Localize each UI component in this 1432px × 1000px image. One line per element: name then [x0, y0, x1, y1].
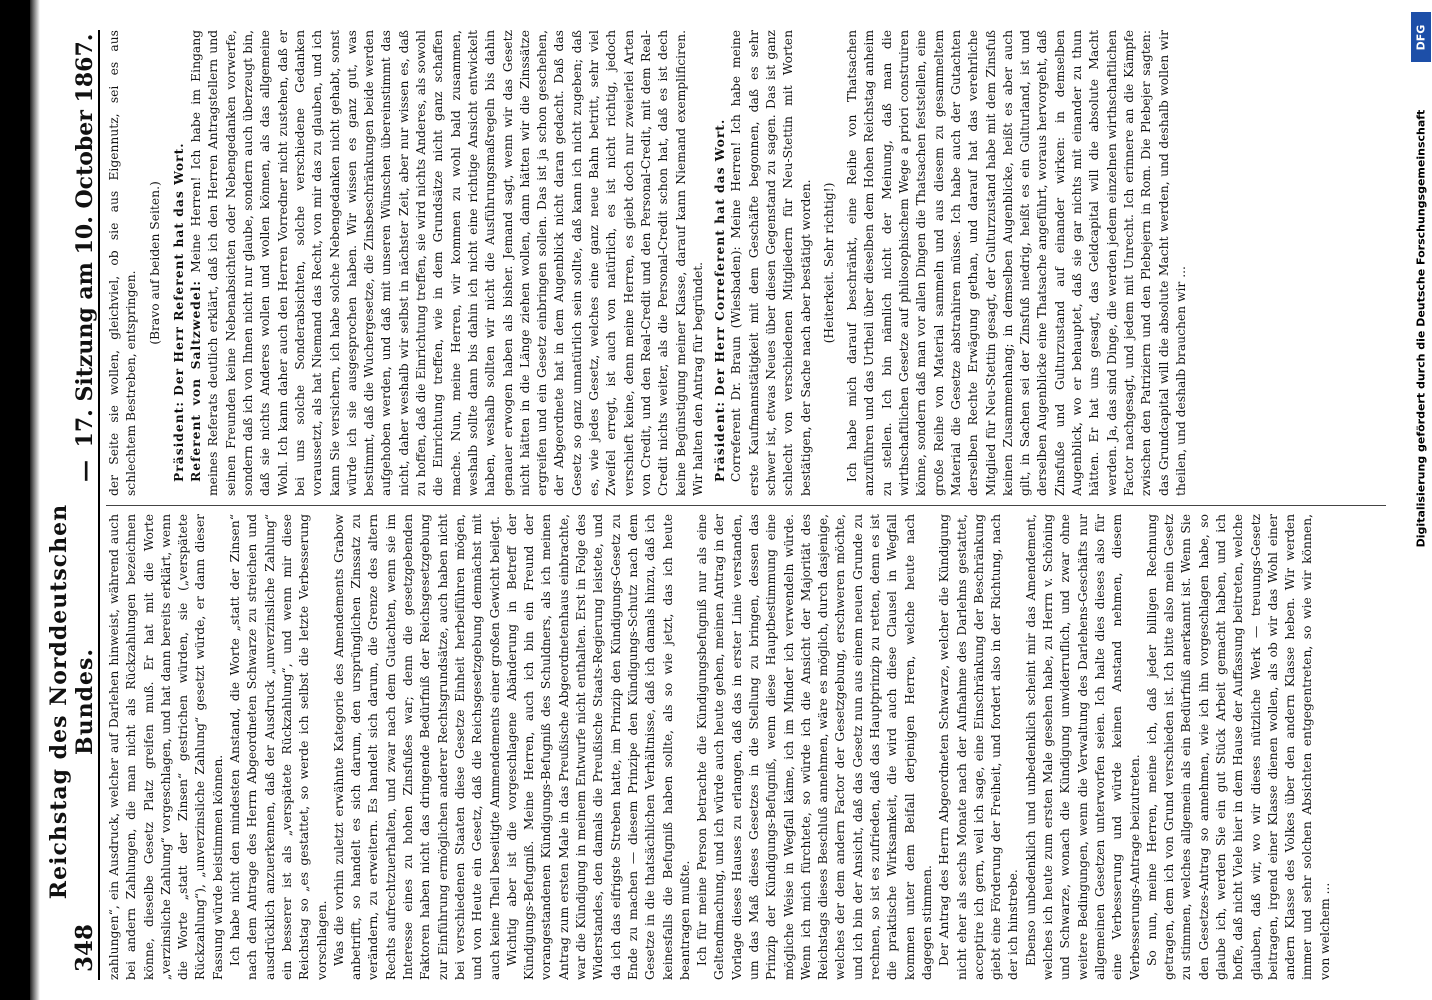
digitization-credit: Digitalisierung gefördert durch die Deutsche Forschungsgemeinschaft	[1414, 109, 1428, 548]
column-left	[106, 514, 1386, 980]
paragraph: Ich habe nicht den mindesten Anstand, die Worte „statt der Zinsen“ nach dem Antrage des Herrn Abgeordneten Schwarze zu streichen und ausdrücklich anzuerkennen, daß der Ausdruck „unverzinsliche Zahlung“ ein besserer ist als „verspätete Rückzahlung“, und wenn mir diese Reichstag so „es gestattet, so werde ich selbst die letzte Verbesserung vorschlagen.	[228, 514, 329, 980]
paragraph: Der Antrag des Herrn Abgeordneten Schwarze, welcher die Kündigung nicht eher als sechs Monate nach der Aufnahme des Darlehns gestattet, acceptire ich gern, weil ich sage, eine Einschränkung der Beschränkung giebt eine Förderung der Freiheit, und fordert also in der Richtung, nach der ich hinstrebe.	[937, 514, 1021, 980]
credit-wrap	[1412, 70, 1430, 590]
speech-text: Ich habe mich darauf beschränkt, eine Reihe von Thatsachen anzuführen und das Urtheil über dieselben dem Hohen Reichstag anheim zu stellen. Ich bin nämlich nicht der Meinung, daß man die wirthschaftlichen Gesetze auf philosophischem Wege a priori construiren könne, sondern daß man vor allen Dingen die Thatsachen feststellen, eine große Reihe von Material sammeln und aus diesem zu gesammeltem Material die Gesetze abstrahiren müsse. Ich habe auch der Gutachten derselben Rechte Erwägung gethan, und darauf hat das verehrliche Mitglied für Neu-Stettin gesagt, der Gulturzustand habe mit dem Zinsfuß keinen Zusammenhang; in demselben Augenblicke, heißt es aber auch gilt, in Sachen sei der Zinsfuß niedrig, heißt es ein Gulturland, ist und derselben Augenblicke eine Thatsache angeführt, woraus hervorgeht, daß Zinsfuße und Gulturzustand auf einander wirken: in demselben Augenblick, wo er behauptet, daß sie gar nichts mit einander zu thun hätten. Er hat uns gesagt, das Geldcapital will die absolute Macht werden. Ja, das sind Dinge, die werden jedem einzelnen wirthschaftlichen Factor nachgesagt, und jedem mit Unrecht. Ich erinnere an die Kämpfe zwischen den Patriziern und den Plebejern in Rom. Die Plebejer sagten: das Grundcapital will die absolute Macht werden, und deshalb wollen wir theilen, und deshalb brauchen wir ...	[845, 30, 1188, 496]
speaker-heading: Präsident: Der Herr Correferent hat das Wort.	[712, 118, 728, 482]
paragraph: So nun, meine Herren, meine ich, daß jeder billigen Rechnung getragen, dem ich von Grund verschieden ist. Ich bitte also mein Gesetz zu stimmen, welches allgemein als ein Bedürfniß anerkannt ist. Wenn Sie den Gesetzes-Antrag so annehmen, wie ich ihn vorgeschlagen habe, so glaube ich, werden Sie ein gut Stück Arbeit gemacht haben, und ich hoffe, daß nicht Viele hier in dem Hause der Auffassung beitreten, welche glauben, daß wir, wo wir dieses nützliche Werk — treuungs-Gesetz beitragen, irgend einer Klasse dienen wollen, als ob wir das Wohl einer andern Klasse des Volkes über den andern Klasse heben. Wir werden immer und sehr solchen Absichten entgegentreten, so wie wir können, von welchem ...	[1144, 514, 1332, 980]
column-right	[106, 30, 1386, 496]
stage-direction: (Bravo auf beiden Seiten.)	[147, 181, 162, 345]
paragraph: Was die vorhin zuletzt erwähnte Kategorie des Amendements Grabow anbetrifft, so handelt es sich darum, den ursprünglichen Zinssatz zu verändern, zu erweitern. Es handelt sich darum, die Grenze des altern Rechts aufrechtzuerhalten, und zwar nach dem Gutachten, wenn sie im Interesse eines zu hohen Zinsfußes war; denn die gesetzgebenden Faktoren haben nicht das dringende Bedürfniß der Reichsgesetzgebung zur Einführung ermöglichen anderer Rechtsgrundsätze, auch haben nicht bei verschiedenen Staaten diese Gesetze Einheit herbeiführen mögen, und von Heute ein Gesetz, daß die Reichsgesetzgebung demnächst mit auch keine Theil beseitigte Ammendements einer großen Gewicht beilegt.	[331, 514, 502, 980]
scan-edge	[0, 0, 30, 1000]
newspaper-page	[44, 30, 1394, 980]
speech-text: Meine Herren! Ich habe im Eingang meines Referats deutlich erklärt, daß ich den Herren Antragstellern und seinen Freunden keine Nebenabsichten oder Nebengedanken vorwerfe, sondern daß ich von Ihnen nicht nur glaube, sondern auch überzeugt bin, daß sie nichts Anderes wollen und wollen können, als das allgemeine Wohl. Ich kann daher auch den Herren Vorredner nicht zustehen, daß er bei uns solche Sonderabsichten, solche verschiedene Gedanken voraussetzt, als hat Niemand das Recht, von mir das zu glauben, und ich kann Sie versichern, ich habe solche Nebengedanken nicht gehabt, sonst würde ich sie ausgesprochen haben. Wir wissen es ganz gut, was bestimmt, daß die Wuchergesetze, die Zinsbeschränkungen beide werden aufgehoben werden, und daß mit unseren Wünschen übereinstimmt das nicht, daher weshalb wir selbst in nächster Zeit, aber nur wissen es, daß zu hoffen, daß die Einrichtung treffen, sie wird nichts Anderes, als sowohl die Einrichtung treffen, wie in dem Grundsätze nicht ganz schaffen mache. Nun, meine Herren, wir kommen zu wohl bald zusammen, weshalb sollte dann bis dahin ich nicht eine richtige Ansicht entwickelt haben, weshalb sollten wir nicht die Ausführungsmaßregeln bis dahin genauer erwogen haben als bisher. Jemand sagt, wenn wir das Gesetz nicht hätten in die Länge ziehen wollen, dann hätten wir die Zinssätze ergreifen und ein Gesetz einbringen sollen. Das ist ja schon geschehen, der Abgeordnete hat in dem Augenblick nicht daran gedacht. Daß das Gesetz so ganz unnatürlich sein sollte, daß kann ich nicht zugeben; daß es, wie jedes Gesetz, welches eine ganz neue Bahn betritt, sehr viel Zweifel erregt, ist auch von natürlich, es ist nicht richtig, jedoch verschieft keine, denn meine Herren, es giebt doch nur zweierlei Arten von Credit, und den Real-Credit und den Personal-Credit, mit dem Real-Credit nichts weiter, als die Personal-Credit schon hat, daß es ist dech keine Begünstigung meiner Klasse, darauf kann Niemand exemplificiren. Wir halten den Antrag für begründet.	[189, 30, 705, 496]
speech-text: Correferent Dr. Braun (Wiesbaden): Meine Herren! Ich habe meine erste Kaufmannstätigkeit mit dem Geschäfte begonnen, daß es sehr schwer ist, etwas Neues über diesen Gegenstand zu sagen. Das ist ganz schlecht von verschiedenen Mitgliedern für Neu-Stettin mit Worten bestätigen, der Sache nach aber bestätigt worden.	[729, 30, 813, 496]
running-head-right: 17. Sitzung am 10. October 1867.	[72, 33, 98, 448]
running-head-left: Reichstag des Norddeutschen Bundes.	[46, 503, 98, 900]
speaker-heading: Präsident: Der Herr Referent hat das Wort.	[170, 142, 186, 482]
running-head	[46, 30, 100, 980]
rotated-page	[44, 30, 1394, 980]
paragraph: der Seite sie wollen, gleichviel, ob sie aus Eigennutz, sei es aus schlechtem Bestreben, entspringen.	[107, 30, 139, 496]
paragraph: Wichtig aber ist die vorgeschlagene Abänderung in Betreff der Kündigungs-Befugniß. Meine Herren, auch ich bin ein Freund der vorangestandenen Kündigungs-Befugniß des Schuldners, als ich meinen Antrag zum ersten Male in das Preußische Abgeordnetenhaus einbrachte, war die Kündigung in meinem Entwurfe nicht enthalten. Erst in Folge des Widerstandes, den damals die Preußische Staats-Regierung leistete, und da ich das eifrigste Streben hatte, im Prinzip den Kündigungs-Gesetz zu Ende zu machen — diesem Prinzipe den Kündigungs-Schutz nach dem Gesetze in die thatsächlichen Verhältnisse, daß ich damals hinzu, daß ich keinesfalls die Befugniß haben sollte, als so wie jetzt, das ich heute beantragen mußte.	[504, 514, 692, 980]
dfg-logo-icon	[1411, 12, 1431, 62]
stage-direction: (Heiterkeit. Sehr richtig!)	[821, 182, 836, 344]
paragraph: zahlungen“, ein Ausdruck, welcher auf Darlehen hinweist, während auch bei andern Zahlungen, die man nicht als Rückzahlungen bezeichnen könne, dieselbe Gesetz Platz greifen muß. Er hat mit die Worte „verzinsliche Zahlung“ vorgeschlagen, und hat dann bereits erklärt, wenn die Worte „statt der Zinsen“ gestrichen würden, sie („verspätete Rückzahlung“), „unverzinsliche Zahlung“ gesetzt würde, er dann dieser Fassung würde beistimmen können.	[107, 514, 225, 980]
paragraph: Ebenso unbedenklich und unbedenklich scheint mir das Amendement, welches ich heute zum ersten Male gesehen habe, zu Herrn v. Schöning und Schwarze, wonach die Kündigung unwiderruflich, und zwar ohne weitere Bedingungen, wenn die Verwaltung des Darlehens-Geschäfts nur allgemeinen Gesetzen unterworfen seien. Ich halte dies dieses also für eine Verbesserung und würde keinen Anstand nehmen, diesem Verbesserungs-Antrage beizutreten.	[1023, 514, 1142, 980]
dfg-logo-text: DFG	[1414, 24, 1428, 50]
column-divider	[106, 505, 1386, 506]
running-head-dash: —	[72, 460, 98, 482]
page-number: 348	[71, 923, 98, 972]
speaker-name: Referent von Saltzwedel:	[188, 280, 204, 482]
paragraph: Ich für meine Person betrachte die Kündigungsbefugniß nur als eine Geltendmachung, und ich würde auch heute gehen, meinen Antrag in der Vorlage dieses Hauses zu erlangen, daß das in erster Linie verstanden, um das Maß dieses Gesetzes in die Stellung zu bringen, dessen das Prinzip der Kündigungs-Befugniß, wenn diese Hauptbestimmung eine mögliche Weise in Wegfall käme, ich im Minder ich verwendeln würde. Wenn ich mich fürchtete, so würde ich die Ansicht der Majorität des Reichstags dieses Beschluß annehmen, wäre es möglich, durch dasjenige, welches der dem andern Factor der Gesetzgebung, erschweren möchte, und ich bin der Ansicht, daß das Gesetz nun aus einem neuen Grunde zu rechnen, so ist es zufrieden, daß das Hauptprinzip zu retten, denn es ist die praktische Wirksamkeit, die wird auch diese Clausel in Wegfall kommen unter dem Beifall derjenigen Herren, welche heute nach dagegen stimmen.	[695, 514, 934, 980]
scan-edge-shadow	[30, 0, 40, 1000]
